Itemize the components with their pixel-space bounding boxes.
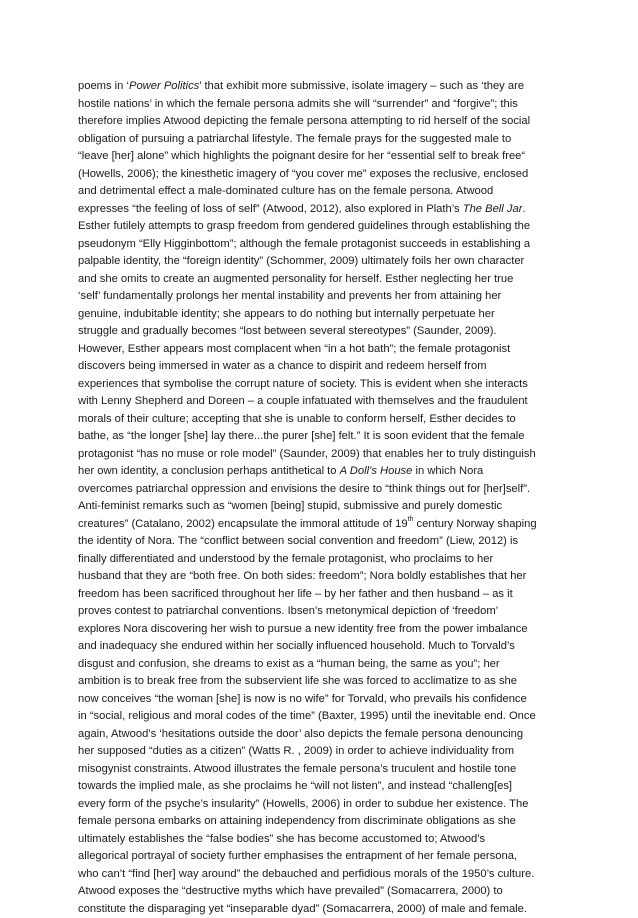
text-line: overcomes patriarchal oppression and envisions the desire to “think things out for [her]self”. — [78, 481, 568, 499]
text-line: disgust and confusion, she dreams to exist as a “human being, the same as you”; her — [78, 656, 568, 674]
text-line: now conceives “the woman [she] is now is no wife” for Torvald, who prevails his confidence — [78, 691, 568, 709]
text-line: Anti-feminist remarks such as “women [being] stupid, submissive and purely domestic — [78, 498, 568, 516]
text-line: again, Atwood’s ‘hesitations outside the door’ also depicts the female persona denouncing — [78, 726, 568, 744]
text-line: genuine, indubitable identity; she appears to do nothing but internally perpetuate her — [78, 306, 568, 324]
text-line: misogynist constraints. Atwood illustrates the female persona’s truculent and hostile tone — [78, 761, 568, 779]
text-line: ultimately establishes the “false bodies” she has become accustomed to; Atwood’s — [78, 831, 568, 849]
italic-title: Power Politics — [129, 80, 199, 92]
text-line: ambition is to break free from the subservient life she was forced to acclimatize to as she — [78, 673, 568, 691]
text-line: therefore implies Atwood depicting the female persona attempting to rid herself of the social — [78, 113, 568, 131]
text-line: Esther futilely attempts to grasp freedom from gendered guidelines through establishing the — [78, 218, 568, 236]
text-line: hostile nations’ in which the female persona admits she will “surrender” and “forgive”; this — [78, 96, 568, 114]
text-line: morals of their culture; accepting that she is unable to conform herself, Esther decides to — [78, 411, 568, 429]
body-text — [78, 78, 568, 918]
text-line: allegorical portrayal of society further emphasises the entrapment of her female persona, — [78, 848, 568, 866]
text-line: explores Nora discovering her wish to pursue a new identity free from the power imbalance — [78, 621, 568, 639]
text-line: discovers being immersed in water as a chance to dispirit and redeem herself from — [78, 358, 568, 376]
text-line: her own identity, a conclusion perhaps antithetical to A Doll’s House in which Nora — [78, 463, 568, 481]
text-line: Atwood exposes the “destructive myths which have prevailed” (Somacarrera, 2000) to — [78, 883, 568, 901]
text-line: poems in ‘Power Politics’ that exhibit more submissive, isolate imagery – such as ‘they are — [78, 78, 568, 96]
text-line: “leave [her] alone” which highlights the poignant desire for her “essential self to break free“ — [78, 148, 568, 166]
text-line: ‘self’ fundamentally prolongs her mental instability and prevents her from attaining her — [78, 288, 568, 306]
text-line: (Howells, 2006); the kinesthetic imagery of “you cover me” exposes the reclusive, enclosed — [78, 166, 568, 184]
text-line: who can’t “find [her] way around” the debauched and perfidious morals of the 1950’s culture. — [78, 866, 568, 884]
text-line: proves contest to patriarchal conventions. Ibsen’s metonymical depiction of ‘freedom’ — [78, 603, 568, 621]
text-line: and she omits to create an augmented personality for herself. Esther neglecting her true — [78, 271, 568, 289]
text-line: protagonist “has no muse or role model” (Saunder, 2009) that enables her to truly distinguish — [78, 446, 568, 464]
text-line: and inadequacy she endured within her socially influenced household. Much to Torvald’s — [78, 638, 568, 656]
text-line: experiences that symbolise the corrupt nature of society. This is evident when she interacts — [78, 376, 568, 394]
text-line: every form of the psyche’s insularity” (Howells, 2006) in order to subdue her existence. The — [78, 796, 568, 814]
text-line: in “social, religious and moral codes of the time” (Baxter, 1995) until the inevitable end. Once — [78, 708, 568, 726]
text-line: palpable identity, the “foreign identity” (Schommer, 2009) ultimately foils her own character — [78, 253, 568, 271]
superscript: th — [408, 516, 414, 523]
text-line: obligation of pursuing a patriarchal lifestyle. The female prays for the suggested male to — [78, 131, 568, 149]
text-line: However, Esther appears most complacent when “in a hot bath”; the female protagonist — [78, 341, 568, 359]
text-line: finally differentiated and understood by the female protagonist, who proclaims to her — [78, 551, 568, 569]
italic-title: The Bell Jar — [463, 203, 523, 215]
text-line: pseudonym “Elly Higginbottom”; although the female protagonist succeeds in establishing a — [78, 236, 568, 254]
text-line: with Lenny Shepherd and Doreen – a couple infatuated with themselves and the fraudulent — [78, 393, 568, 411]
italic-title: A Doll’s House — [340, 465, 413, 477]
text-line: struggle and gradually becomes “lost between several stereotypes” (Saunder, 2009). — [78, 323, 568, 341]
text-line: husband that they are “both free. On both sides: freedom”; Nora boldly establishes that her — [78, 568, 568, 586]
text-line: and detrimental effect a male-dominated culture has on the female persona. Atwood — [78, 183, 568, 201]
text-line: towards the implied male, as she proclaims he “will not listen”, and instead “challeng[es] — [78, 778, 568, 796]
text-line: female persona embarks on attaining independency from discriminate obligations as she — [78, 813, 568, 831]
text-line: her supposed “duties as a citizen” (Watts R. , 2009) in order to achieve individuality from — [78, 743, 568, 761]
text-line: the identity of Nora. The “conflict between social convention and freedom” (Liew, 2012) is — [78, 533, 568, 551]
text-line: bathe, as “the longer [she] lay there...the purer [she] felt.” It is soon evident that the female — [78, 428, 568, 446]
text-line: creatures” (Catalano, 2002) encapsulate the immoral attitude of 19th century Norway shaping — [78, 516, 568, 534]
text-line: freedom has been sacrificed throughout her life – by her father and then husband – as it — [78, 586, 568, 604]
text-line: expresses “the feeling of loss of self” (Atwood, 2012), also explored in Plath’s The Bell Jar. — [78, 201, 568, 219]
text-line: constitute the disparaging yet “inseparable dyad” (Somacarrera, 2000) of male and female. — [78, 901, 568, 918]
